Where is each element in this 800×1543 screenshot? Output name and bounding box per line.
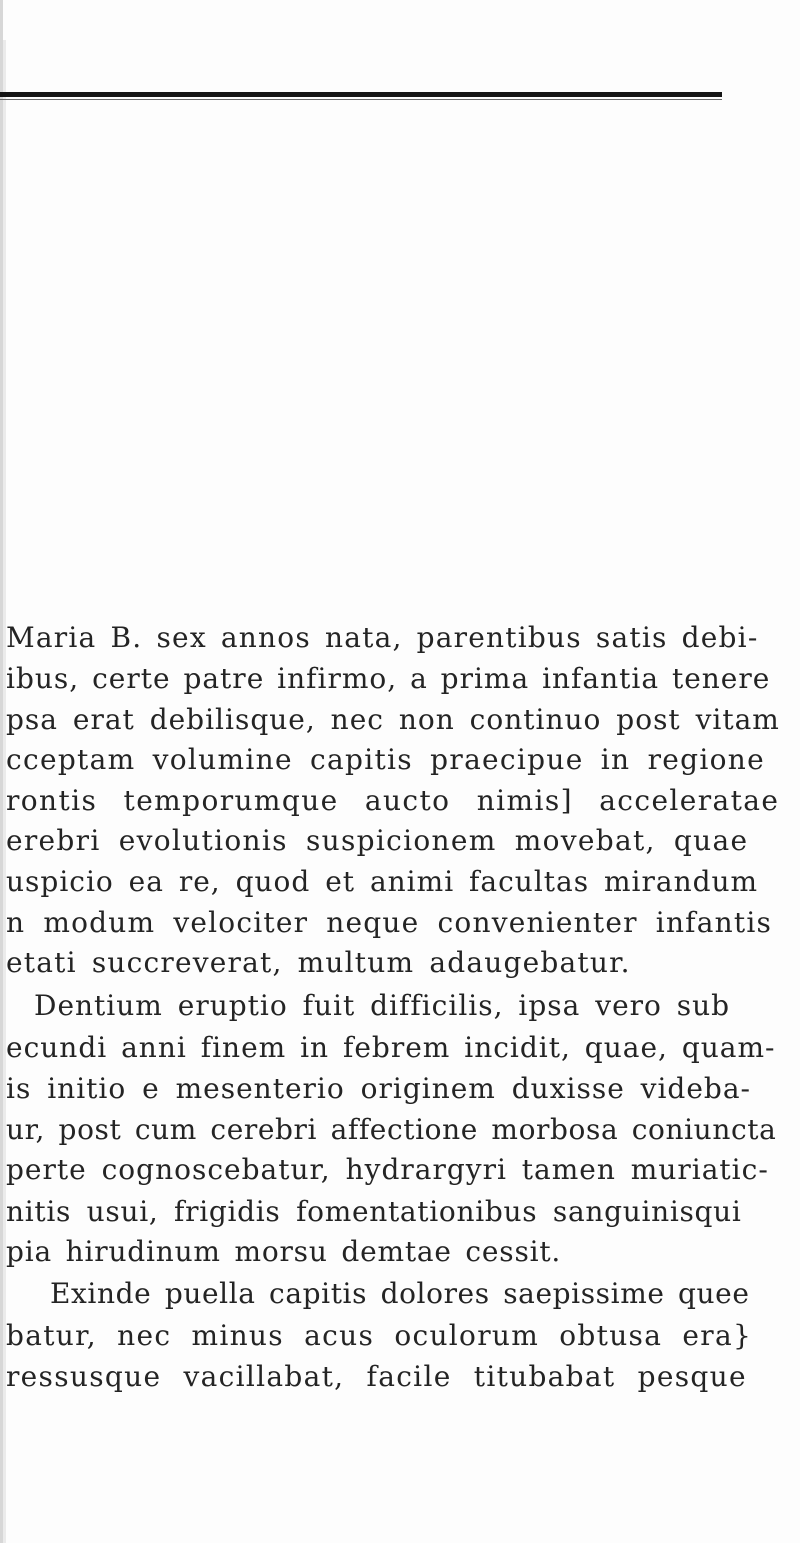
text-line: ibus, certe patre infirmo, a prima infantia tenere — [6, 662, 771, 695]
text-line: Maria B. sex annos nata, parentibus satis debi- — [6, 621, 759, 654]
text-line: is initio e mesenterio originem duxisse videba- — [6, 1072, 752, 1105]
text-line: ecundi anni finem in febrem incidit, quae, quam- — [6, 1031, 776, 1064]
text-line: erebri evolutionis suspicionem movebat, quae — [6, 824, 749, 857]
text-line: Exinde puella capitis dolores saepissime quee — [50, 1277, 750, 1310]
text-line: etati succreverat, multum adaugebatur. — [6, 946, 631, 979]
text-line: pia hirudinum morsu demtae cessit. — [6, 1235, 562, 1268]
text-line: Dentium eruptio fuit difficilis, ipsa vero sub — [34, 989, 731, 1022]
text-line: batur, nec minus acus oculorum obtusa era} — [6, 1319, 753, 1352]
text-line: psa erat debilisque, nec non continuo post vitam — [6, 703, 780, 736]
header-rule-thin — [0, 99, 722, 100]
text-line: n modum velociter neque convenienter infantis — [6, 906, 773, 939]
header-rule — [0, 92, 722, 97]
text-line: perte cognoscebatur, hydrargyri tamen muriatic- — [6, 1153, 769, 1186]
text-line: cceptam volumine capitis praecipue in regione — [6, 743, 765, 776]
text-line: uspicio ea re, quod et animi facultas mirandum — [6, 865, 759, 898]
text-line: ressusque vacillabat, facile titubabat pesque — [6, 1360, 747, 1393]
text-line: nitis usui, frigidis fomentationibus sanguinisqui — [6, 1195, 742, 1228]
text-line: ur, post cum cerebri affectione morbosa coniuncta — [6, 1113, 777, 1146]
text-line: rontis temporumque aucto nimis] acceleratae — [6, 784, 780, 817]
